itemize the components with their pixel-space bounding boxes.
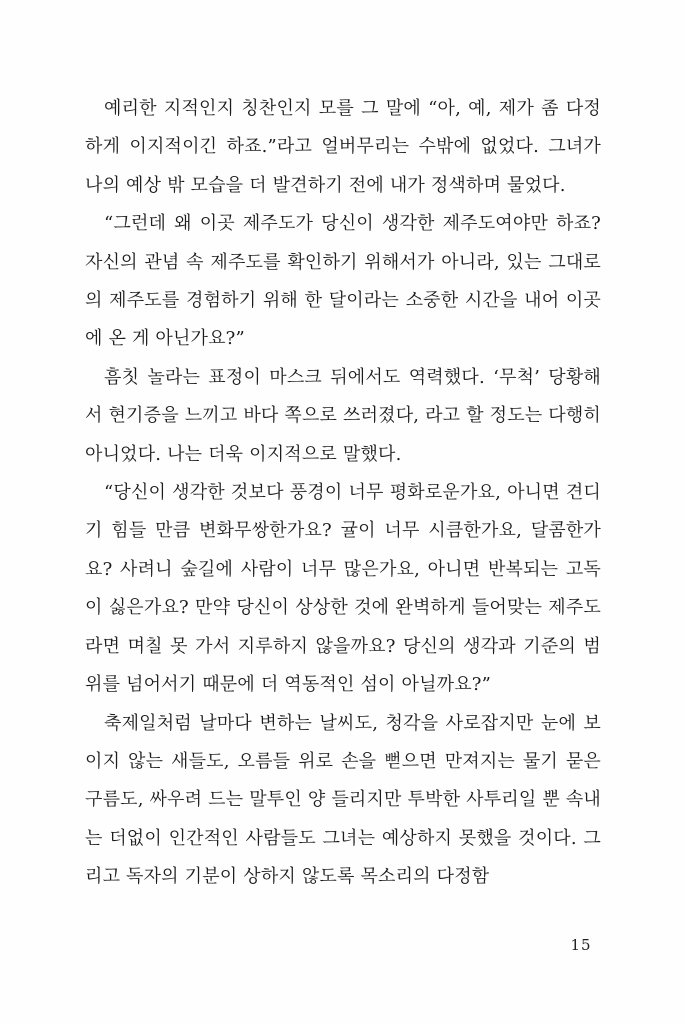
body-text	[85, 90, 601, 897]
paragraph: 흠칫 놀라는 표정이 마스크 뒤에서도 역력했다. ‘무척’ 당황해서 현기증을 느끼고 바다 쪽으로 쓰러졌다, 라고 할 정도는 다행히 아니었다. 나는 더욱 이지적으로 말했다.	[85, 366, 601, 465]
page-number: 15	[570, 936, 592, 954]
paragraph: 축제일처럼 날마다 변하는 날씨도, 청각을 사로잡지만 눈에 보이지 않는 새들도, 오름들 위로 손을 뻗으면 만져지는 물기 묻은 구름도, 싸우려 드는 말투인 양 들리지만 투박한 사투리일 뿐 속내는 더없이 인간적인 사람들도 그녀는 예상하지 못했을 것이다. 그리고 독자의 기분이 상하지 않도록 목소리의 다정함	[85, 712, 601, 888]
paragraph: 예리한 지적인지 칭찬인지 모를 그 말에 “아, 예, 제가 좀 다정하게 이지적이긴 하죠.”라고 얼버무리는 수밖에 없었다. 그녀가 나의 예상 밖 모습을 더 발견하기 전에 내가 정색하며 물었다.	[85, 98, 601, 196]
paragraph: “당신이 생각한 것보다 풍경이 너무 평화로운가요, 아니면 견디기 힘들 만큼 변화무쌍한가요? 귤이 너무 시큼한가요, 달콤한가요? 사려니 숲길에 사람이 너무 많은가요, 아니면 반복되는 고독이 싫은가요? 만약 당신이 상상한 것에 완벽하게 들어맞는 제주도라면 며칠 못 가서 지루하지 않을까요? 당신의 생각과 기준의 범위를 넘어서기 때문에 더 역동적인 섬이 아닐까요?”	[85, 482, 601, 696]
paragraph: “그런데 왜 이곳 제주도가 당신이 생각한 제주도여야만 하죠? 자신의 관념 속 제주도를 확인하기 위해서가 아니라, 있는 그대로의 제주도를 경험하기 위해 한 달이라는 소중한 시간을 내어 이곳에 온 게 아닌가요?”	[85, 213, 601, 350]
